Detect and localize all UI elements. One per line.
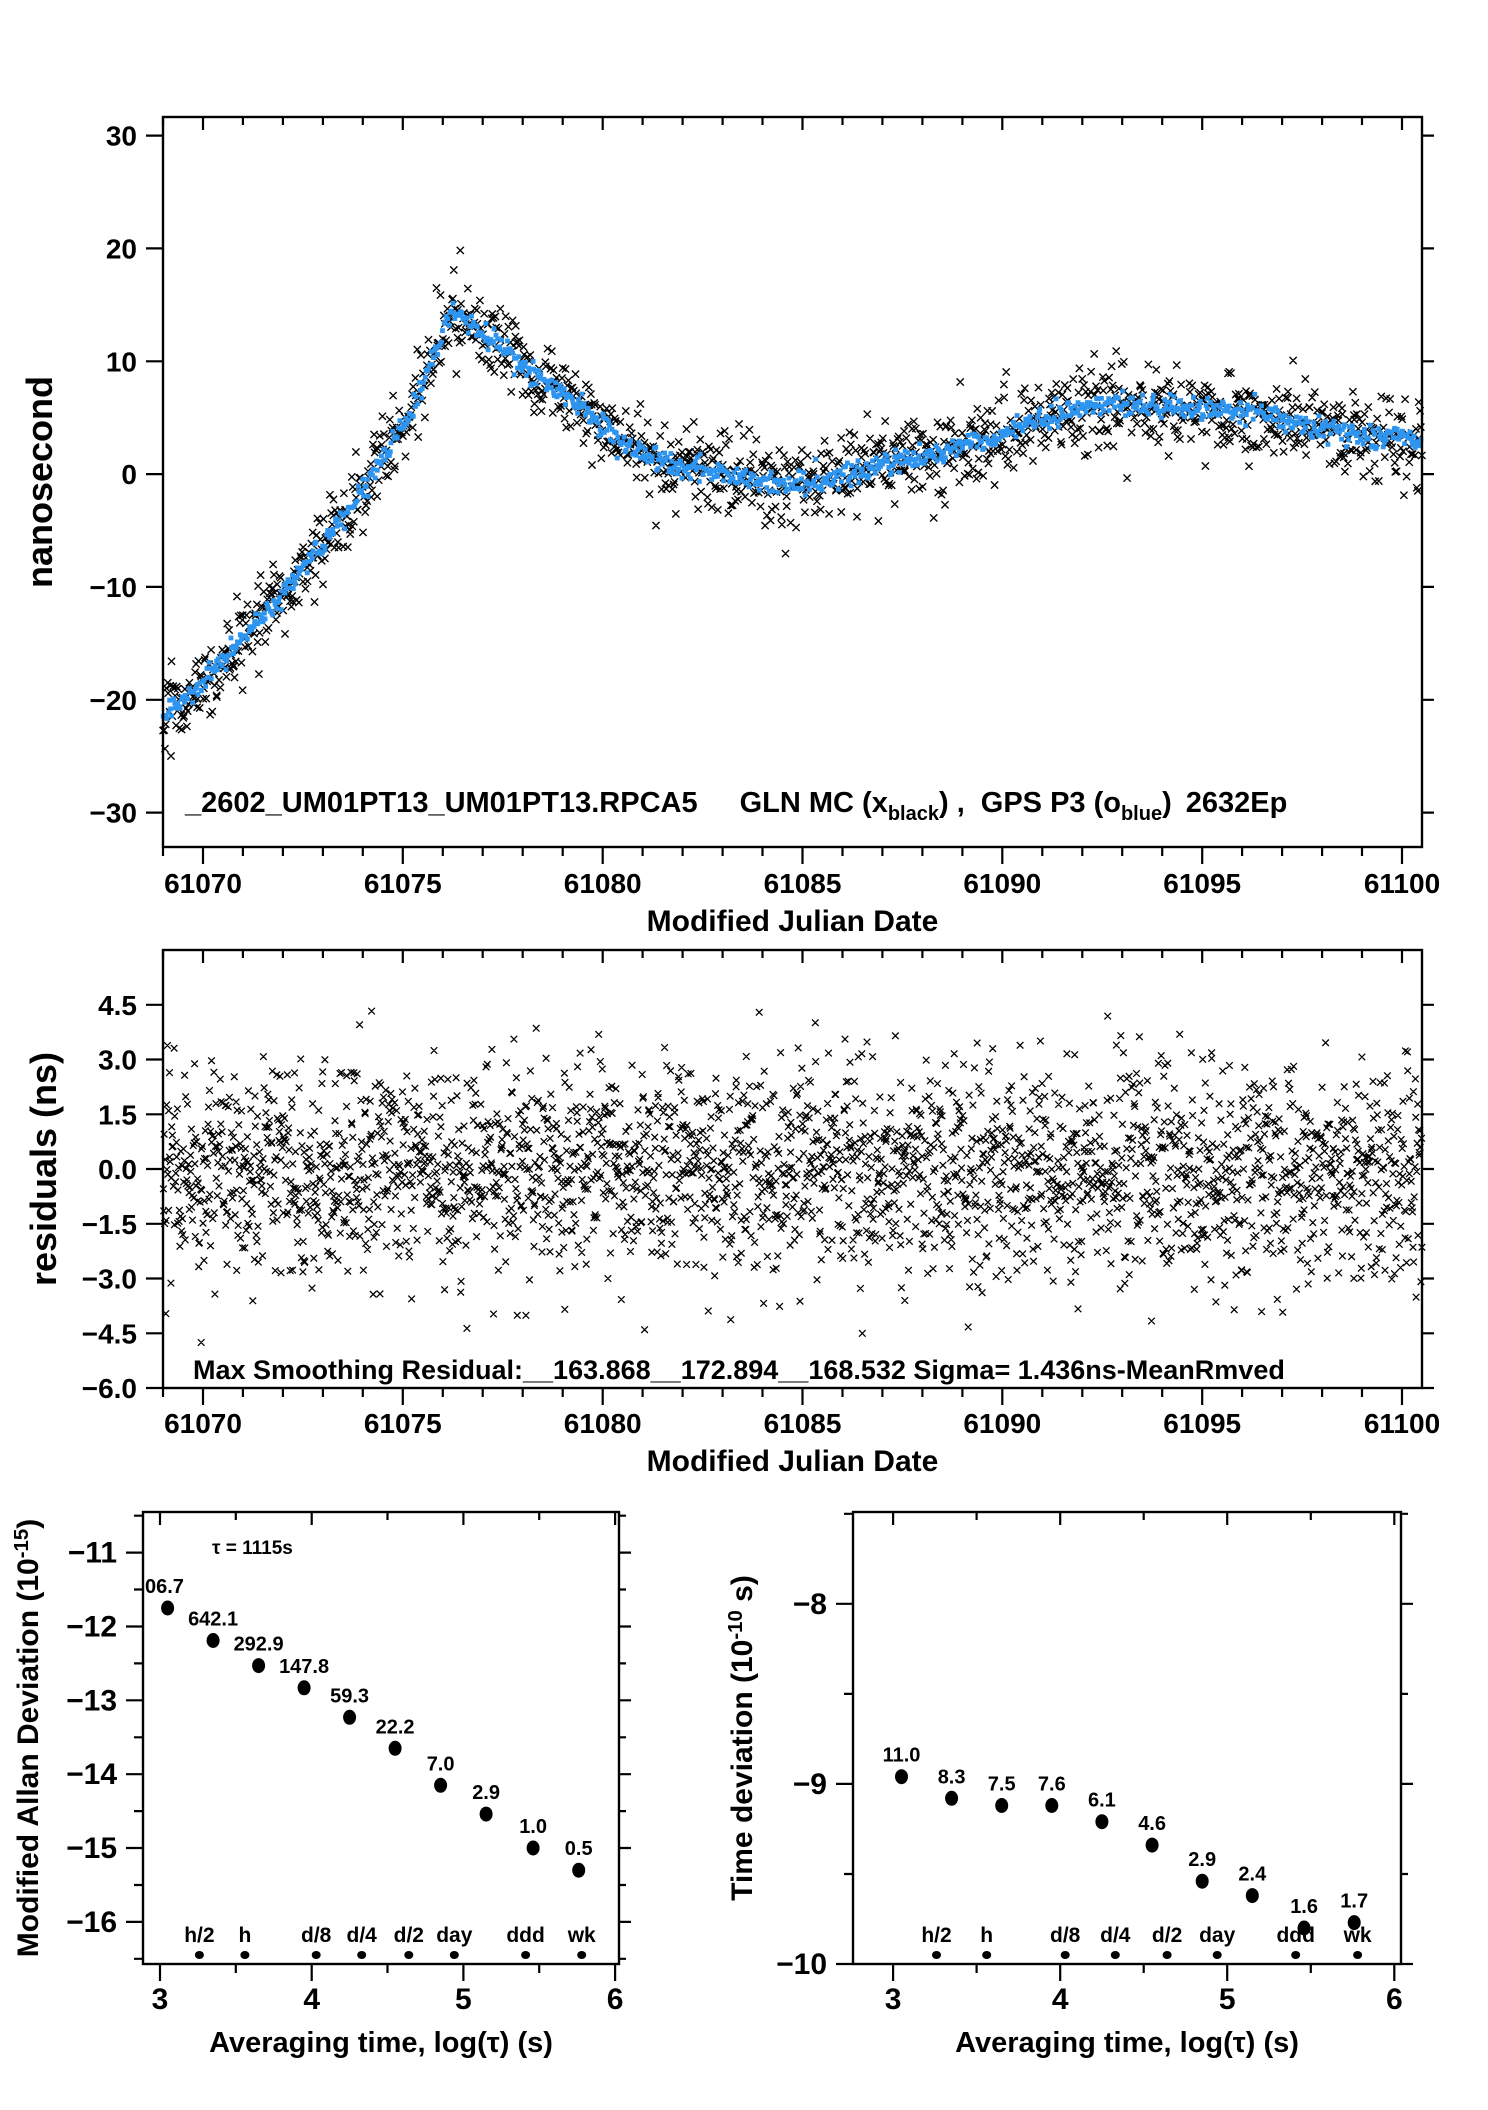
data-point	[572, 1863, 585, 1878]
x-tick-label: 3	[151, 1983, 169, 2016]
data-point	[1196, 1874, 1209, 1889]
y-tick-label: −6.0	[81, 1373, 137, 1404]
point-value-label: 7.0	[426, 1753, 455, 1776]
x-tick-label: 61070	[164, 1408, 242, 1439]
time-marker-dot	[982, 1951, 991, 1959]
time-marker-label: day	[436, 1924, 473, 1947]
y-tick-label: 0.0	[98, 1154, 137, 1185]
data-point	[1045, 1798, 1058, 1813]
x-tick-label: 61085	[763, 1408, 842, 1439]
data-point	[343, 1710, 356, 1725]
data-point	[1146, 1838, 1159, 1853]
data-point	[945, 1791, 958, 1806]
time-marker-label: d/8	[1050, 1924, 1081, 1947]
y-tick-label: −10	[89, 571, 137, 603]
point-value-label: 147.8	[279, 1655, 330, 1678]
point-value-label: 1.7	[1340, 1890, 1369, 1913]
time-marker-label: d/2	[393, 1924, 424, 1947]
x-tick-label: 6	[1385, 1983, 1403, 2016]
time-marker-label: ddd	[506, 1924, 545, 1947]
data-point	[480, 1807, 493, 1822]
data-point	[895, 1769, 908, 1784]
y-axis-label: Time deviation ($10^{-10}$ s)	[725, 1575, 759, 1901]
y-tick-label: −11	[67, 1536, 117, 1570]
x-axis-label: Averaging time, log(τ) (s)	[955, 2027, 1299, 2059]
tau-annotation: τ = 1115s	[212, 1538, 293, 1559]
x-tick-label: 61095	[1163, 868, 1242, 899]
x-tick-label: 61095	[1163, 1408, 1242, 1439]
time-marker-dot	[357, 1951, 366, 1959]
time-marker-label: h/2	[921, 1924, 952, 1947]
x-tick-label: 61100	[1363, 868, 1441, 899]
y-tick-label: −15	[66, 1832, 117, 1865]
x-axis-label: Averaging time, log(τ) (s)	[209, 2027, 553, 2059]
y-tick-label: 1.5	[98, 1099, 137, 1131]
panel-mdev	[11, 1512, 631, 2059]
panel-residuals	[23, 950, 1440, 1478]
time-marker-label: d/2	[1151, 1924, 1183, 1947]
y-tick-label: 0	[121, 459, 137, 491]
time-marker-dot	[577, 1951, 586, 1959]
time-marker-dot	[521, 1951, 530, 1959]
y-tick-label: 10	[105, 346, 137, 378]
time-marker-dot	[312, 1951, 321, 1959]
y-tick-label: 4.5	[98, 989, 137, 1021]
x-axis-label: Modified Julian Date	[646, 1445, 939, 1478]
data-point	[298, 1680, 311, 1695]
x-tick-label: 61090	[963, 868, 1042, 899]
point-value-label: 2.9	[472, 1782, 501, 1805]
point-value-label: 06.7	[145, 1576, 184, 1598]
data-point	[389, 1741, 402, 1756]
point-value-label: 2.4	[1238, 1863, 1267, 1886]
time-marker-dot	[1061, 1951, 1070, 1959]
time-marker-dot	[1163, 1951, 1172, 1959]
y-tick-label: −16	[66, 1905, 117, 1939]
scatter-gps-blue	[161, 301, 1424, 721]
y-tick-label: 3.0	[98, 1044, 137, 1076]
time-marker-label: d/8	[301, 1924, 332, 1947]
y-tick-label: 20	[105, 233, 137, 265]
y-tick-label: 30	[105, 120, 137, 152]
panel-phase	[19, 117, 1440, 938]
time-marker-dot	[1353, 1951, 1362, 1959]
x-tick-label: 61075	[363, 1408, 442, 1439]
time-marker-dot	[404, 1951, 413, 1959]
x-tick-label: 4	[1051, 1983, 1069, 2016]
axis-ticks	[126, 1512, 631, 1981]
x-tick-label: 5	[1218, 1983, 1236, 2016]
time-marker-label: day	[1199, 1924, 1236, 1947]
data-point	[995, 1798, 1008, 1813]
data-point	[161, 1601, 174, 1616]
time-marker-dot	[195, 1951, 204, 1959]
time-marker-label: wk	[567, 1924, 596, 1947]
y-tick-label: −30	[89, 797, 137, 829]
point-value-label: 1.6	[1290, 1896, 1319, 1918]
point-value-label: 22.2	[375, 1716, 415, 1739]
point-value-label: 11.0	[882, 1744, 921, 1767]
time-marker-label: wk	[1343, 1924, 1372, 1947]
point-value-label: 7.6	[1037, 1773, 1066, 1796]
point-value-label: 2.9	[1188, 1849, 1217, 1872]
time-marker-dot	[1291, 1951, 1300, 1959]
x-tick-label: 61100	[1363, 1408, 1441, 1439]
point-value-label: 0.5	[564, 1838, 593, 1861]
data-point	[1246, 1888, 1259, 1903]
data-point	[252, 1658, 265, 1673]
plot-title: _2602_UM01PT13_UM01PT13.RPCA5 GLN MC $(x_{black})$ , GPS P3 $(o_{blue})$ 2632Ep	[185, 787, 1288, 825]
axis-ticks	[836, 1512, 1413, 1981]
time-marker-label: h/2	[184, 1924, 215, 1947]
y-axis-label: residuals (ns)	[23, 1051, 64, 1287]
x-tick-label: 3	[884, 1983, 902, 2016]
time-marker-label: d/4	[346, 1924, 377, 1947]
y-tick-label: −8	[792, 1587, 827, 1621]
x-tick-label: 61090	[963, 1408, 1042, 1439]
x-tick-label: 5	[455, 1983, 472, 2016]
y-tick-label: −14	[66, 1758, 117, 1792]
point-value-label: 8.3	[937, 1766, 966, 1789]
y-axis-label: Modified Allan Deviation $(10^{-15})$	[11, 1518, 45, 1958]
y-tick-label: −10	[776, 1948, 827, 1981]
x-tick-label: 4	[303, 1983, 321, 2016]
y-tick-label: −9	[792, 1767, 827, 1801]
data-point	[1095, 1814, 1108, 1829]
data-point	[207, 1633, 220, 1648]
point-value-label: 4.6	[1138, 1813, 1167, 1836]
point-value-label: 1.0	[519, 1816, 548, 1838]
x-tick-label: 6	[606, 1983, 624, 2016]
data-point	[527, 1841, 540, 1856]
time-marker-label: d/4	[1100, 1924, 1131, 1947]
point-value-label: 6.1	[1087, 1789, 1116, 1812]
y-tick-label: −12	[66, 1610, 117, 1644]
y-tick-label: −4.5	[81, 1318, 137, 1350]
x-axis-label: Modified Julian Date	[646, 905, 939, 938]
data-point	[434, 1778, 447, 1793]
time-marker-dot	[240, 1951, 249, 1959]
point-value-label: 292.9	[233, 1633, 284, 1656]
time-marker-label: h	[238, 1924, 252, 1947]
y-tick-label: −20	[89, 684, 137, 716]
time-marker-label: h	[980, 1924, 994, 1947]
y-axis-label: nanosecond	[19, 375, 60, 589]
plot-frame	[853, 1512, 1401, 1964]
x-tick-label: 61080	[563, 1408, 642, 1439]
residual-stats-annotation: Max Smoothing Residual:__163.868__172.894__168.532 Sigma= 1.436ns-MeanRmved	[193, 1355, 1285, 1385]
point-value-label: 642.1	[188, 1608, 239, 1631]
x-tick-label: 61085	[763, 868, 842, 899]
point-value-label: 59.3	[330, 1685, 370, 1708]
panel-tdev	[725, 1512, 1413, 2059]
time-marker-label: ddd	[1276, 1924, 1315, 1947]
time-marker-dot	[450, 1951, 459, 1959]
y-tick-label: −3.0	[81, 1263, 137, 1295]
scatter-residuals-x	[160, 1008, 1425, 1346]
time-marker-dot	[932, 1951, 941, 1959]
axis-ticks	[146, 950, 1434, 1405]
x-tick-label: 61075	[363, 868, 442, 899]
time-marker-dot	[1213, 1951, 1222, 1959]
point-value-label: 7.5	[987, 1773, 1016, 1796]
y-tick-label: −13	[66, 1684, 117, 1718]
x-tick-label: 61080	[563, 868, 642, 899]
scatter-gln-black-x	[160, 247, 1426, 760]
time-marker-dot	[1111, 1951, 1120, 1959]
x-tick-label: 61070	[164, 868, 242, 899]
y-tick-label: −1.5	[81, 1208, 137, 1240]
